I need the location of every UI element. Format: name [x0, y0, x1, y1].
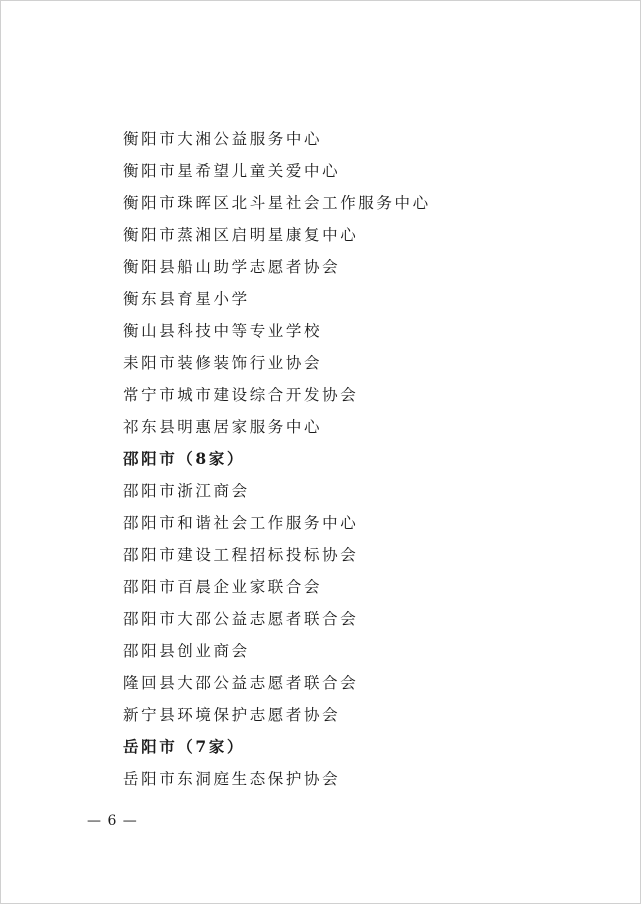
organization-name: 隆回县大邵公益志愿者联合会	[123, 674, 359, 692]
organization-name: 衡东县育星小学	[123, 290, 250, 308]
organization-list	[123, 125, 431, 797]
organization-name: 邵阳市和谐社会工作服务中心	[123, 514, 359, 532]
organization-name: 邵阳市建设工程招标投标协会	[123, 546, 359, 564]
page-number: — 6 —	[87, 813, 138, 829]
organization-name: 岳阳市东洞庭生态保护协会	[123, 770, 341, 788]
organization-name: 邵阳市浙江商会	[123, 482, 250, 500]
organization-name: 衡阳市蒸湘区启明星康复中心	[123, 226, 359, 244]
organization-name: 邵阳市大邵公益志愿者联合会	[123, 610, 359, 628]
organization-name: 邵阳县创业商会	[123, 642, 250, 660]
organization-name: 常宁市城市建设综合开发协会	[123, 386, 359, 404]
organization-name: 衡阳县船山助学志愿者协会	[123, 258, 341, 276]
section-heading: 邵阳市（8家）	[123, 449, 245, 468]
organization-name: 衡阳市星希望儿童关爱中心	[123, 162, 341, 180]
organization-name: 邵阳市百晨企业家联合会	[123, 578, 323, 596]
organization-name: 耒阳市装修装饰行业协会	[123, 354, 323, 372]
organization-name: 衡阳市大湘公益服务中心	[123, 130, 323, 148]
organization-name: 衡山县科技中等专业学校	[123, 322, 323, 340]
section-heading: 岳阳市（7家）	[123, 737, 245, 756]
organization-name: 新宁县环境保护志愿者协会	[123, 706, 341, 724]
organization-name: 衡阳市珠晖区北斗星社会工作服务中心	[123, 194, 431, 212]
organization-name: 祁东县明惠居家服务中心	[123, 418, 323, 436]
